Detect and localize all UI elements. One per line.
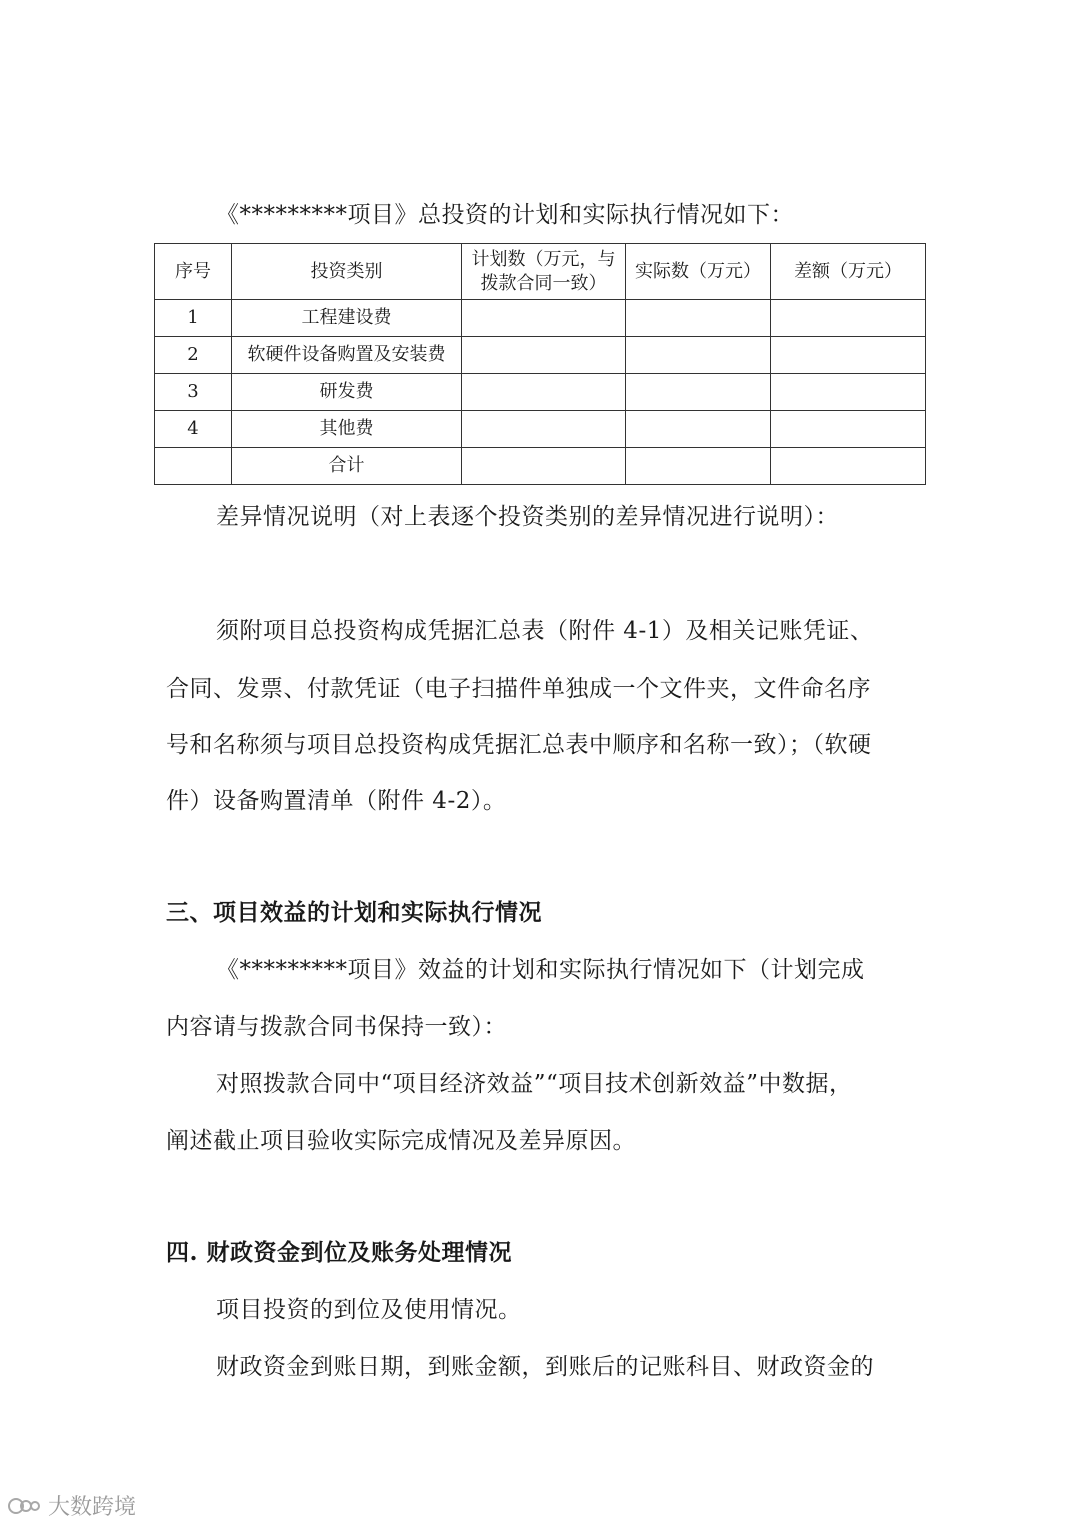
section3-para-line: 阐述截止项目验收实际完成情况及差异原因。 — [166, 1128, 636, 1154]
table-row — [155, 337, 926, 374]
attach-para-line: 件）设备购置清单（附件 4-2）。 — [166, 788, 507, 814]
row-no — [155, 448, 232, 485]
table-row — [155, 374, 926, 411]
row-plan — [462, 448, 626, 485]
section4-para-line: 财政资金到账日期，到账金额，到账后的记账科目、财政资金的 — [216, 1354, 874, 1380]
row-plan — [462, 411, 626, 448]
row-no: 3 — [155, 374, 232, 411]
attach-para-line: 须附项目总投资构成凭据汇总表（附件 4-1）及相关记账凭证、 — [216, 618, 874, 644]
row-actual — [626, 300, 771, 337]
row-category: 其他费 — [232, 411, 462, 448]
row-actual — [626, 337, 771, 374]
table-header-row — [155, 244, 926, 300]
table-row-total — [155, 448, 926, 485]
row-plan — [462, 374, 626, 411]
section3-para-line: 内容请与拨款合同书保持一致）： — [166, 1014, 507, 1040]
watermark — [8, 1490, 136, 1521]
table-row — [155, 300, 926, 337]
header-no: 序号 — [155, 244, 232, 300]
section3-heading: 三、项目效益的计划和实际执行情况 — [166, 899, 542, 926]
section3-para-line: 对照拨款合同中“项目经济效益”“项目技术创新效益”中数据， — [216, 1071, 853, 1097]
row-no: 1 — [155, 300, 232, 337]
row-actual — [626, 411, 771, 448]
section3-para-line: 《*********项目》效益的计划和实际执行情况如下（计划完成 — [216, 957, 865, 983]
header-diff: 差额（万元） — [771, 244, 926, 300]
row-actual — [626, 374, 771, 411]
row-no: 2 — [155, 337, 232, 374]
row-category: 合计 — [232, 448, 462, 485]
row-diff — [771, 374, 926, 411]
header-plan-line1: 计划数（万元，与 — [471, 248, 616, 270]
table-intro: 《*********项目》总投资的计划和实际执行情况如下： — [216, 202, 794, 228]
header-category: 投资类别 — [232, 244, 462, 300]
row-category: 工程建设费 — [232, 300, 462, 337]
attach-para-line: 合同、发票、付款凭证（电子扫描件单独成一个文件夹，文件命名序 — [166, 676, 871, 702]
diff-note: 差异情况说明（对上表逐个投资类别的差异情况进行说明）： — [216, 504, 839, 530]
investment-table — [154, 243, 926, 485]
row-diff — [771, 337, 926, 374]
section4-para-line: 项目投资的到位及使用情况。 — [216, 1297, 522, 1323]
section4-heading: 四. 财政资金到位及账务处理情况 — [166, 1239, 513, 1266]
row-diff — [771, 448, 926, 485]
row-category: 软硬件设备购置及安装费 — [232, 337, 462, 374]
header-actual: 实际数（万元） — [626, 244, 771, 300]
header-plan-line2: 拨款合同一致） — [480, 272, 607, 294]
table-row — [155, 411, 926, 448]
brand-logo-icon — [8, 1495, 42, 1517]
watermark-text: 大数跨境 — [48, 1495, 137, 1520]
row-plan — [462, 300, 626, 337]
attach-para-line: 号和名称须与项目总投资构成凭据汇总表中顺序和名称一致）；（软硬 — [166, 732, 872, 758]
row-plan — [462, 337, 626, 374]
row-category: 研发费 — [232, 374, 462, 411]
row-diff — [771, 300, 926, 337]
row-no: 4 — [155, 411, 232, 448]
header-plan — [462, 244, 626, 300]
row-diff — [771, 411, 926, 448]
row-actual — [626, 448, 771, 485]
